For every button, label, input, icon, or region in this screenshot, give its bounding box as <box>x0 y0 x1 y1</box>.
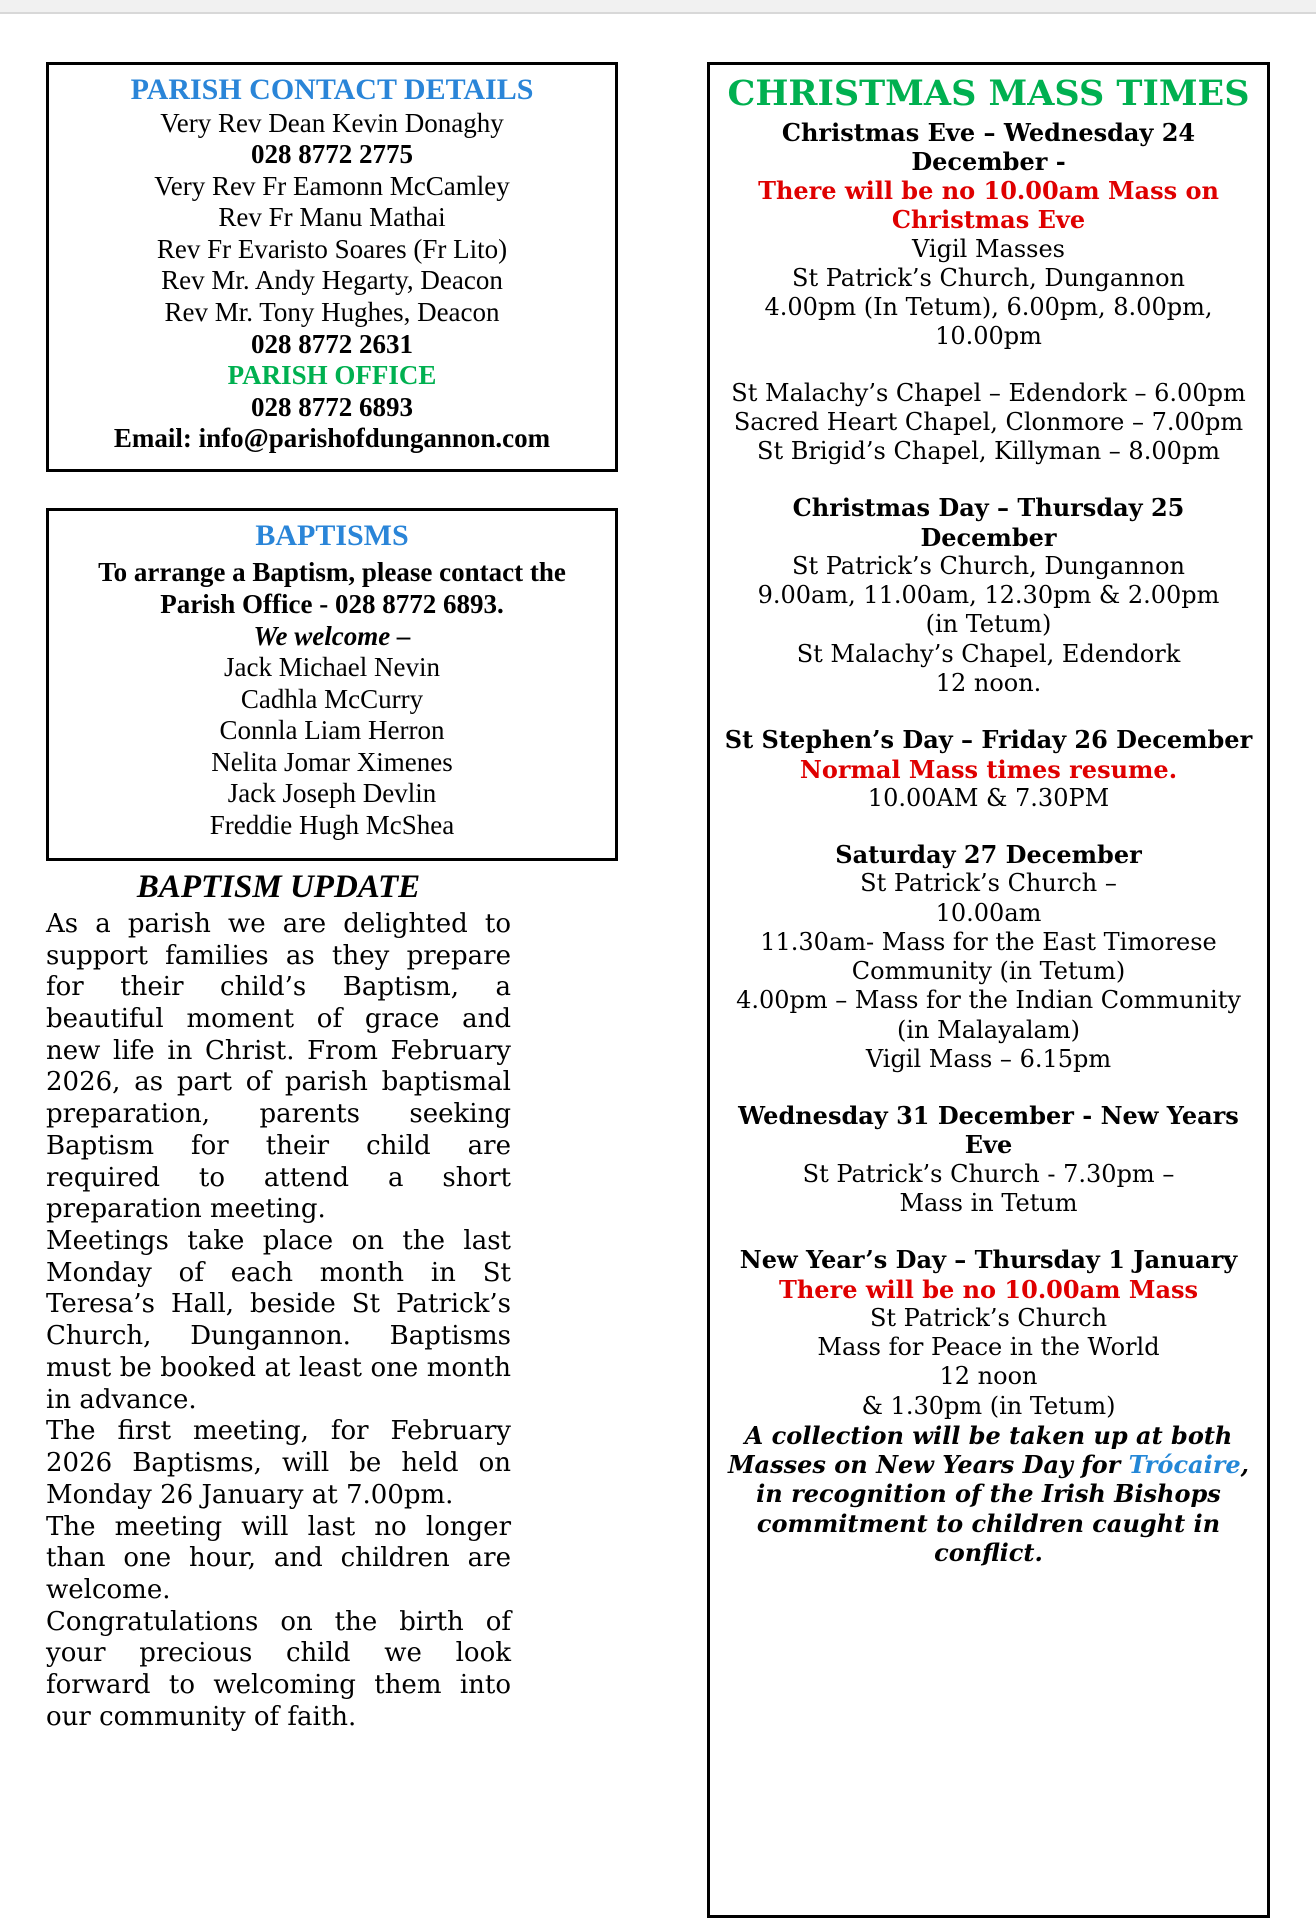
mass-line: 11.30am- Mass for the East Timorese Community (in Tetum) <box>760 927 1217 986</box>
clergy-name-4: Rev Fr Evaristo Soares (Fr Lito) <box>156 233 508 264</box>
heading-line: Christmas Day – Thursday 25 <box>792 493 1185 523</box>
trocaire-link[interactable]: Trócaire <box>1128 1450 1241 1480</box>
mass-line: St Patrick’s Church - 7.30pm – <box>802 1159 1175 1188</box>
mass-line: 4.00pm – Mass for the Indian Community (in Malayalam) <box>736 986 1241 1044</box>
baptism-update-heading: BAPTISM UPDATE <box>136 868 421 905</box>
heading-line: December - <box>911 146 1066 176</box>
update-paragraph-1: As a parish we are delighted to support families as they prepare for their child’s Baptism, a beautiful moment of grace and new life in Christ. From February 2026, as part of parish baptismal preparation, parents seeking Baptism for their child are required to attend a short preparation meeting. <box>46 908 511 1225</box>
st-stephens-heading: St Stephen’s Day – Friday 26 December <box>724 725 1253 755</box>
note-text-post: , in recognition of the Irish Bishops commitment to children caught in conflict. <box>756 1450 1249 1567</box>
parish-contact-title: PARISH CONTACT DETAILS <box>130 73 534 106</box>
clergy-name-1: Very Rev Dean Kevin Donaghy <box>160 107 504 138</box>
clergy-name-5: Rev Mr. Andy Hegarty, Deacon <box>161 265 503 296</box>
normal-mass-notice: Normal Mass times resume. <box>799 754 1178 784</box>
mass-line: St Malachy’s Chapel, Edendork <box>796 639 1181 668</box>
christmas-eve-heading <box>724 118 1253 177</box>
top-edge-bar <box>0 0 1316 14</box>
baptism-update-text <box>46 909 511 1734</box>
heading-line: Wednesday 31 December - New Years <box>738 1101 1239 1131</box>
clergy-name-6: Rev Mr. Tony Hughes, Deacon <box>164 296 500 327</box>
baptism-name: Jack Joseph Devlin <box>227 778 437 809</box>
update-paragraph-2: Meetings take place on the last Monday of each month in St Teresa’s Hall, beside St Patrick’s Church, Dungannon. Baptisms must be booked at least one month in advance. <box>46 1226 511 1415</box>
mass-line: 10.00AM & 7.30PM <box>867 783 1110 812</box>
clergy-name-2: Very Rev Fr Eamonn McCamley <box>154 170 510 201</box>
parish-office-title: PARISH OFFICE <box>227 360 437 391</box>
mass-line: St Patrick’s Church, Dungannon <box>792 551 1185 580</box>
email-line: Email: info@parishofdungannon.com <box>113 423 551 454</box>
mass-line: Mass in Tetum <box>899 1189 1078 1217</box>
mass-line: & 1.30pm (in Tetum) <box>861 1391 1116 1420</box>
christmas-day-heading <box>724 493 1253 552</box>
mass-line: St Patrick’s Church <box>869 1303 1108 1332</box>
christmas-mass-times-box <box>707 62 1270 1918</box>
mass-line: (in Tetum) <box>925 610 1052 639</box>
update-paragraph-5: Congratulations on the birth of your precious child we look forward to welcoming them into our community of faith. <box>46 1606 511 1732</box>
new-years-eve-heading <box>724 1101 1253 1160</box>
section-new-years-day <box>724 1245 1253 1567</box>
no-mass-notice: There will be no 10.00am Mass on Christmas Eve <box>758 176 1219 235</box>
baptism-name: Cadhla McCurry <box>240 683 424 714</box>
mass-line: St Malachy’s Chapel – Edendork – 6.00pm <box>731 378 1246 407</box>
phone-number-2: 028 8772 2631 <box>251 328 413 359</box>
trocaire-collection-note <box>724 1421 1253 1567</box>
mass-line: 12 noon <box>939 1362 1038 1391</box>
bulletin-page <box>0 14 1316 1918</box>
left-column <box>46 62 618 1918</box>
mass-line: St Brigid’s Chapel, Killyman – 8.00pm <box>757 437 1220 466</box>
baptisms-welcome-label: We welcome – <box>253 620 411 651</box>
update-paragraph-3: The first meeting, for February 2026 Baptisms, will be held on Monday 26 January at 7.00pm. <box>46 1416 511 1510</box>
mass-line: Mass for Peace in the World <box>817 1333 1160 1362</box>
phone-number-1: 028 8772 2775 <box>251 139 413 170</box>
mass-line: Vigil Mass – 6.15pm <box>865 1044 1112 1073</box>
heading-line: December <box>920 522 1057 552</box>
baptism-name: Nelita Jomar Ximenes <box>211 746 453 777</box>
baptism-name: Freddie Hugh McShea <box>209 809 455 840</box>
heading-line: Christmas Eve – Wednesday 24 <box>781 117 1196 147</box>
section-saturday-27 <box>724 840 1253 1074</box>
clergy-name-3: Rev Fr Manu Mathai <box>218 202 446 233</box>
mass-line: 10.00am <box>935 898 1042 927</box>
update-paragraph-4: The meeting will last no longer than one hour, and children are welcome. <box>46 1511 511 1605</box>
baptisms-box <box>46 508 618 861</box>
no-mass-notice-new-year: There will be no 10.00am Mass <box>778 1274 1199 1304</box>
mass-line: Vigil Masses <box>912 234 1065 263</box>
baptisms-title: BAPTISMS <box>255 518 409 552</box>
section-new-years-eve <box>724 1101 1253 1218</box>
baptisms-intro: To arrange a Baptism, please contact the Parish Office - 028 8772 6893. <box>98 557 566 619</box>
section-christmas-day <box>724 493 1253 698</box>
baptism-name: Jack Michael Nevin <box>224 652 440 683</box>
mass-line: 12 noon. <box>935 669 1042 698</box>
right-column <box>707 62 1270 1918</box>
baptism-name: Connla Liam Herron <box>219 715 445 746</box>
note-text-pre: A collection will be taken up at both Masses on New Years Day for <box>727 1420 1233 1480</box>
heading-line: Eve <box>964 1130 1013 1160</box>
mass-line: 9.00am, 11.00am, 12.30pm & 2.00pm <box>757 581 1220 610</box>
section-christmas-eve <box>724 118 1253 352</box>
section-chapel-vigils <box>724 379 1253 467</box>
phone-number-3: 028 8772 6893 <box>251 391 413 422</box>
mass-line: 4.00pm (In Tetum), 6.00pm, 8.00pm, 10.00pm <box>764 293 1213 351</box>
christmas-mass-times-title: CHRISTMAS MASS TIMES <box>727 73 1250 114</box>
mass-line: Sacred Heart Chapel, Clonmore – 7.00pm <box>733 407 1244 436</box>
mass-line: St Patrick’s Church – <box>860 869 1117 898</box>
mass-line: St Patrick’s Church, Dungannon <box>792 263 1185 292</box>
saturday-27-heading: Saturday 27 December <box>835 840 1142 870</box>
new-years-day-heading: New Year’s Day – Thursday 1 January <box>739 1245 1238 1275</box>
parish-contact-details-box <box>46 62 618 472</box>
section-st-stephens-day <box>724 725 1253 813</box>
